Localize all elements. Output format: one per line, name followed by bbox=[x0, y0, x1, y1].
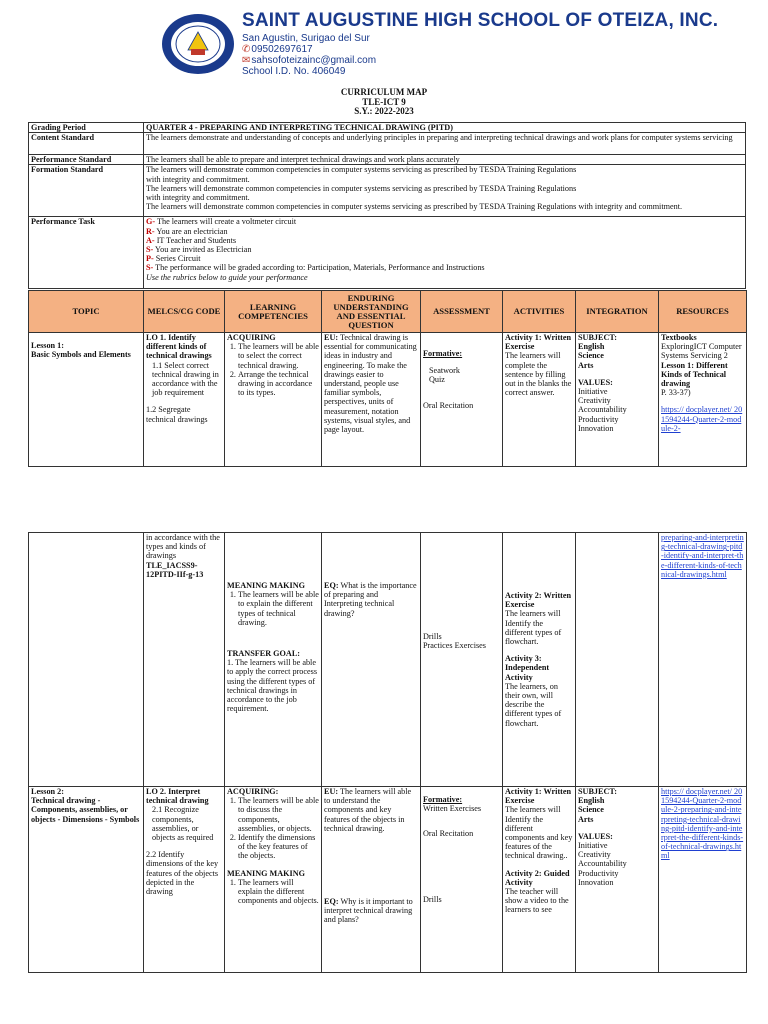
grasps-role: R- You are an electrician bbox=[146, 226, 228, 236]
grading-period-value: QUARTER 4 - PREPARING AND INTERPRETING TECHNICAL DRAWING (PITD) bbox=[144, 123, 746, 133]
document-titles bbox=[0, 88, 768, 117]
email-icon: ✉ bbox=[242, 55, 251, 66]
col-resources: RESOURCES bbox=[659, 291, 747, 333]
col-integration: INTEGRATION bbox=[576, 291, 659, 333]
school-id: School I.D. No. 406049 bbox=[242, 66, 346, 77]
school-name: SAINT AUGUSTINE HIGH SCHOOL OF OTEIZA, INC. bbox=[242, 10, 719, 31]
lesson-2-competencies: ACQUIRING: 1. The learners will be able to discuss the components, assemblies, or objects. 2. Identify the dimensions of the key features of the objects. MEANING MAKING 1. The learners will explain the different components and objects. bbox=[225, 787, 322, 973]
lesson-1-topic: Lesson 1: Basic Symbols and Elements bbox=[29, 333, 144, 467]
lesson-1-activities: Activity 1: Written Exercise The learners will complete the sentence by filling out in the blanks the correct answer. bbox=[503, 333, 576, 467]
page-separator bbox=[0, 478, 768, 518]
phone-icon: ✆ bbox=[242, 44, 251, 55]
performance-task-label: Performance Task bbox=[29, 217, 144, 289]
doc-subject: TLE-ICT 9 bbox=[362, 96, 406, 107]
grasps-product: P- Series Circuit bbox=[146, 254, 201, 264]
lesson-2-resources bbox=[659, 787, 747, 973]
lesson-1-assessment-cont: Drills Practices Exercises bbox=[421, 533, 503, 787]
school-address: San Agustin, Surigao del Sur bbox=[242, 33, 370, 44]
lesson-2-assessment: Formative: Written Exercises Oral Recitation Drills bbox=[421, 787, 503, 973]
page-2 bbox=[0, 518, 768, 1024]
school-seal-logo bbox=[160, 12, 236, 76]
lesson-1-competencies-cont: MEANING MAKING 1. The learners will be able to explain the different types of technical drawing. TRANSFER GOAL: 1. The learners will be able to apply the correct process using the different types of technical drawings in accordance to the job requirement. bbox=[225, 533, 322, 787]
performance-task-value bbox=[144, 217, 746, 289]
doc-title: CURRICULUM MAP bbox=[340, 87, 428, 97]
grasps-standards: S- The performance will be graded according to: Participation, Materials, Performance and Instructions bbox=[146, 263, 485, 273]
lesson-2-integration: SUBJECT: English Science Arts VALUES: Initiative Creativity Accountability Productivity Innovation bbox=[576, 787, 659, 973]
rubric-note: Use the rubrics below to guide your performance bbox=[146, 272, 308, 282]
formation-standard-label: Formation Standard bbox=[29, 165, 144, 217]
col-melcs: MELCS/CG CODE bbox=[144, 291, 225, 333]
col-competencies: LEARNING COMPETENCIES bbox=[225, 291, 322, 333]
lesson-2-topic: Lesson 2: Technical drawing - Components, assemblies, or objects - Dimensions - Symbols bbox=[29, 787, 144, 973]
table-row bbox=[29, 333, 747, 467]
performance-standard-label: Performance Standard bbox=[29, 155, 144, 165]
lesson-1-integration-cont bbox=[576, 533, 659, 787]
content-standard-value: The learners demonstrate and understanding of concepts and underlying principles in preparing and interpreting technical drawings and work plans for computer systems servicing bbox=[144, 133, 746, 155]
lesson-1-competencies: ACQUIRING 1. The learners will be able to select the correct technical drawing. 2. Arrange the technical drawing in accordance to its types. bbox=[225, 333, 322, 467]
lesson-1-assessment: Formative: Seatwork Quiz Oral Recitation bbox=[421, 333, 503, 467]
lesson-2-activities: Activity 1: Written Exercise The learners will Identify the different components and key features of the technical drawing.. Activity 2: Guided Activity The teacher will show a video to the learners to see bbox=[503, 787, 576, 973]
curriculum-table-page-2 bbox=[28, 532, 747, 973]
grasps-situation: S- You are invited as Electrician bbox=[146, 245, 252, 255]
lesson-2-melc: LO 2. Interpret technical drawing 2.1 Recognize components, assemblies, or objects as required 2.2 Identify dimensions of the key features of the objects depicted in the drawing bbox=[144, 787, 225, 973]
lesson-1-melc: LO 1. Identify different kinds of technical drawings 1.1 Select correct technical drawing in accordance with the job requirement 1.2 Segregate technical drawings bbox=[144, 333, 225, 467]
table-row bbox=[29, 533, 747, 787]
standards-table bbox=[28, 122, 746, 289]
lesson-1-activities-cont: Activity 2: Written Exercise The learners will Identify the different types of flowchart. Activity 3: Independent Activity The learners, on their own, will describe the different types of flowchart. bbox=[503, 533, 576, 787]
lesson-1-resources: Textbooks ExploringICT Computer Systems Servicing 2 Lesson 1: Different Kinds of Technical drawing P. 33-37) https:// docplayer.net/ 201594244-Quarter-2-module-2- bbox=[659, 333, 747, 467]
lesson-2-enduring: EU: The learners will able to understand the components and key features of the objects in technical drawing. EQ: Why is it important to interpret technical drawing and plans? bbox=[322, 787, 421, 973]
column-header-row bbox=[29, 291, 747, 333]
school-header bbox=[160, 8, 760, 80]
col-activities: ACTIVITIES bbox=[503, 291, 576, 333]
school-phone: ✆09502697617 bbox=[242, 44, 313, 55]
col-enduring: ENDURING UNDERSTANDING AND ESSENTIAL QUESTION bbox=[322, 291, 421, 333]
table-row bbox=[29, 787, 747, 973]
lesson-1-resources-cont bbox=[659, 533, 747, 787]
grasps-audience: A- IT Teacher and Students bbox=[146, 235, 237, 245]
grading-period-label: Grading Period bbox=[29, 123, 144, 133]
grasps-goal: G- The learners will create a voltmeter circuit bbox=[146, 217, 297, 227]
school-email: ✉sahsofoteizainc@gmail.com bbox=[242, 55, 377, 66]
lesson-1-eq: EQ: What is the importance of preparing and Interpreting technical drawing? bbox=[322, 533, 421, 787]
content-standard-label: Content Standard bbox=[29, 133, 144, 155]
lesson-1-melc-cont: in accordance with the types and kinds of drawings TLE_IACSS9-12PITD-IIf-g-13 bbox=[144, 533, 225, 787]
formation-standard-value: The learners will demonstrate common competencies in computer systems servicing as prescribed by TESDA Training Regulations with integrity and commitment. The learners will demonstrate common competencies in computer systems servicing as prescribed by TESDA Training Regulations with integrity and commitment. The learners will demonstrate common competencies in computer systems servicing as prescribed by TESDA Training Regulations with integrity and commitment. bbox=[144, 165, 746, 217]
lesson-1-topic-cont bbox=[29, 533, 144, 787]
curriculum-table-page-1 bbox=[28, 290, 747, 467]
lesson-1-integration: SUBJECT: English Science Arts VALUES: Initiative Creativity Accountability Productivity Innovation bbox=[576, 333, 659, 467]
col-assessment: ASSESSMENT bbox=[421, 291, 503, 333]
resource-link-1-cont[interactable]: preparing-and-interpreting-technical-drawing-pitd-identify-and-interpret-the-different-kinds-of-technical-drawings.html bbox=[661, 533, 744, 579]
page-1 bbox=[0, 0, 768, 478]
doc-school-year: S.Y.: 2022-2023 bbox=[354, 106, 414, 116]
lesson-1-enduring: EU: Technical drawing is essential for communicating ideas in industry and engineering. To make the drawings easier to understand, people use familiar symbols, perspectives, units of measurement, notation systems, visual styles, and page layout. bbox=[322, 333, 421, 467]
resource-link-2[interactable]: https:// docplayer.net/ 201594244-Quarter-2-module-2-preparing-and-interpreting-technical-drawing-pitd-identify-and-interpret-the-different-kinds-of-technical-drawings.html bbox=[661, 787, 744, 861]
col-topic: TOPIC bbox=[29, 291, 144, 333]
resource-link-1[interactable]: https:// docplayer.net/ 201594244-Quarter-2-module-2- bbox=[661, 405, 743, 433]
performance-standard-value: The learners shall be able to prepare and interpret technical drawings and work plans accurately bbox=[144, 155, 746, 165]
